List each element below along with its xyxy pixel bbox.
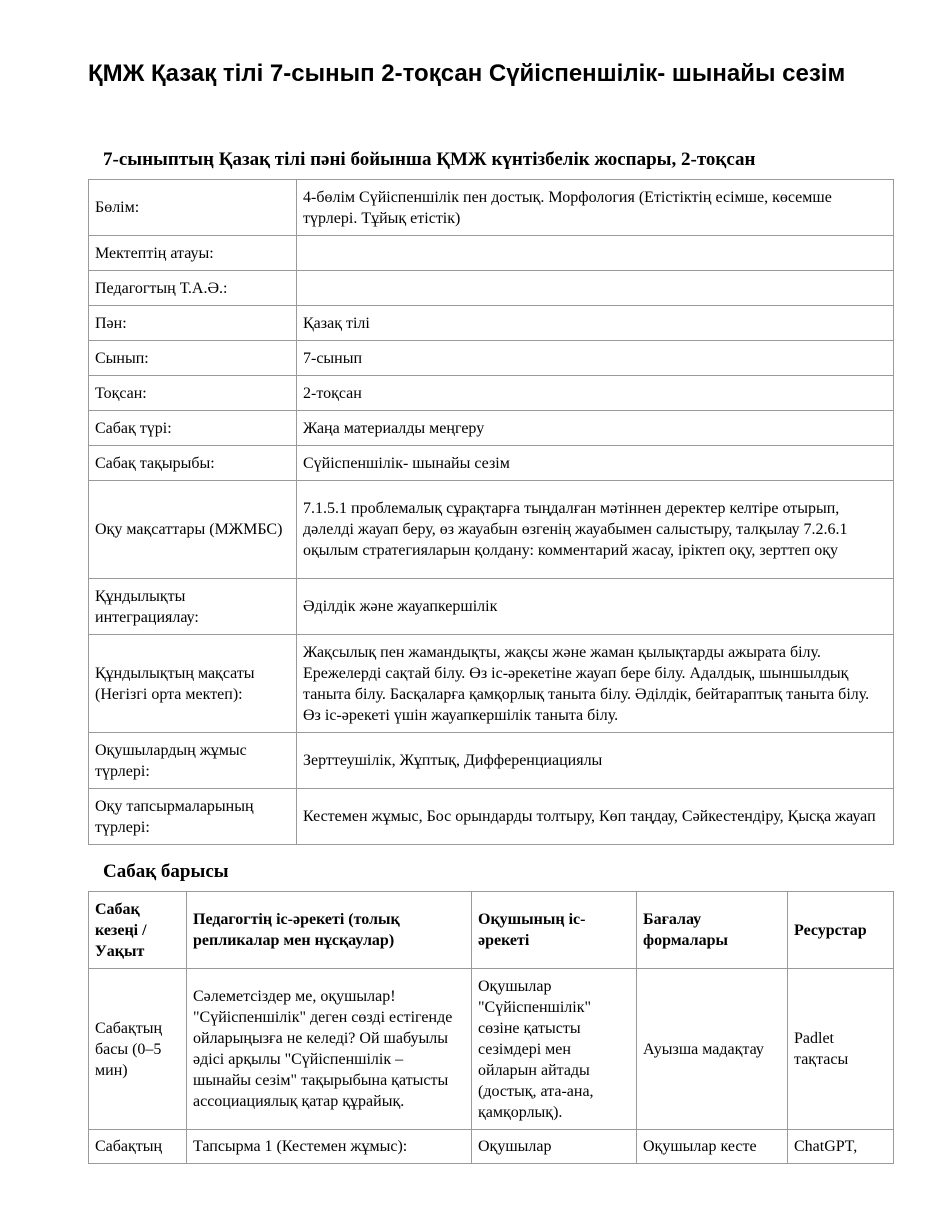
info-value: Кестемен жұмыс, Бос орындарды толтыру, Көп таңдау, Сәйкестендіру, Қысқа жауап xyxy=(297,789,894,845)
column-header-resources: Ресурстар xyxy=(788,892,894,969)
lesson-flow-heading: Сабақ барысы xyxy=(103,861,229,882)
table-row xyxy=(89,180,894,236)
table-row xyxy=(89,1130,894,1164)
assessment-cell: Оқушылар кесте xyxy=(637,1130,788,1164)
info-value xyxy=(297,236,894,271)
info-value: Зерттеушілік, Жұптық, Дифференциациялы xyxy=(297,733,894,789)
lesson-flow-table xyxy=(88,891,894,1164)
info-label: Тоқсан: xyxy=(89,376,297,411)
table-row xyxy=(89,579,894,635)
document-title: ҚМЖ Қазақ тілі 7-сынып 2-тоқсан Сүйіспеншілік- шынайы сезім xyxy=(88,60,846,87)
info-label: Сабақ түрі: xyxy=(89,411,297,446)
table-row xyxy=(89,481,894,579)
column-header-assessment: Бағалау формалары xyxy=(637,892,788,969)
assessment-cell: Ауызша мадақтау xyxy=(637,969,788,1130)
info-label: Педагогтың Т.А.Ә.: xyxy=(89,271,297,306)
table-row xyxy=(89,969,894,1130)
resources-cell: ChatGPT, xyxy=(788,1130,894,1164)
info-value: 2-тоқсан xyxy=(297,376,894,411)
info-value: Жаңа материалды меңгеру xyxy=(297,411,894,446)
info-label: Мектептің атауы: xyxy=(89,236,297,271)
table-row xyxy=(89,376,894,411)
table-row xyxy=(89,789,894,845)
info-value: Әділдік және жауапкершілік xyxy=(297,579,894,635)
info-value: 7-сынып xyxy=(297,341,894,376)
info-label: Оқушылардың жұмыс түрлері: xyxy=(89,733,297,789)
stage-cell: Сабақтың xyxy=(89,1130,187,1164)
info-value xyxy=(297,271,894,306)
info-value: 7.1.5.1 проблемалық сұрақтарға тыңдалған мәтіннен деректер келтіре отырып, дәлелді жауап беру, өз жауабын өзгенің жауабымен салыстыру, талқылау 7.2.6.1 оқылым стратегияларын қолдану: комментарий жасау, іріктеп оқу, зерттеп оқу xyxy=(297,481,894,579)
resources-cell: Padlet тақтасы xyxy=(788,969,894,1130)
column-header-student: Оқушының іс-әрекеті xyxy=(472,892,637,969)
info-label: Сынып: xyxy=(89,341,297,376)
info-label: Құндылықты интеграциялау: xyxy=(89,579,297,635)
info-label: Бөлім: xyxy=(89,180,297,236)
info-value: Қазақ тілі xyxy=(297,306,894,341)
table-row xyxy=(89,446,894,481)
info-label: Пән: xyxy=(89,306,297,341)
table-row xyxy=(89,236,894,271)
table-row xyxy=(89,635,894,733)
column-header-teacher: Педагогтің іс-әрекеті (толық репликалар мен нұсқаулар) xyxy=(187,892,472,969)
table-row xyxy=(89,341,894,376)
lesson-info-table xyxy=(88,179,894,845)
table-row xyxy=(89,271,894,306)
info-label: Құндылықтың мақсаты (Негізгі орта мектеп): xyxy=(89,635,297,733)
plan-heading: 7-сыныптың Қазақ тілі пәні бойынша ҚМЖ күнтізбелік жоспары, 2-тоқсан xyxy=(103,149,756,170)
student-cell: Оқушылар xyxy=(472,1130,637,1164)
column-header-stage: Сабақ кезеңі / Уақыт xyxy=(89,892,187,969)
info-label: Сабақ тақырыбы: xyxy=(89,446,297,481)
teacher-cell: Тапсырма 1 (Кестемен жұмыс): xyxy=(187,1130,472,1164)
info-value: Жақсылық пен жамандықты, жақсы және жаман қылықтарды ажырата білу. Ережелерді сақтай білу. Өз іс-әрекетіне жауап бере білу. Адалдық, шыншылдық таныта білу. Басқаларға қамқорлық таныта білу. Әділдік, бейтараптық таныта білу. Өз іс-әрекеті үшін жауапкершілік таныта білу. xyxy=(297,635,894,733)
info-value: Сүйіспеншілік- шынайы сезім xyxy=(297,446,894,481)
student-cell: Оқушылар "Сүйіспеншілік" сөзіне қатысты сезімдері мен ойларын айтады (достық, ата-ана, қамқорлық). xyxy=(472,969,637,1130)
teacher-cell: Сәлеметсіздер ме, оқушылар! "Сүйіспеншілік" деген сөзді естігенде ойларыңызға не келеді? Ой шабуылы әдісі арқылы "Сүйіспеншілік – шынайы сезім" тақырыбына қатысты ассоциациялық қатар құрайық. xyxy=(187,969,472,1130)
table-row xyxy=(89,306,894,341)
table-row xyxy=(89,733,894,789)
info-value: 4-бөлім Сүйіспеншілік пен достық. Морфология (Етістіктің есімше, көсемше түрлері. Тұйық етістік) xyxy=(297,180,894,236)
table-row xyxy=(89,411,894,446)
info-label: Оқу тапсырмаларының түрлері: xyxy=(89,789,297,845)
info-label: Оқу мақсаттары (МЖМБС) xyxy=(89,481,297,579)
table-header-row xyxy=(89,892,894,969)
stage-cell: Сабақтың басы (0–5 мин) xyxy=(89,969,187,1130)
